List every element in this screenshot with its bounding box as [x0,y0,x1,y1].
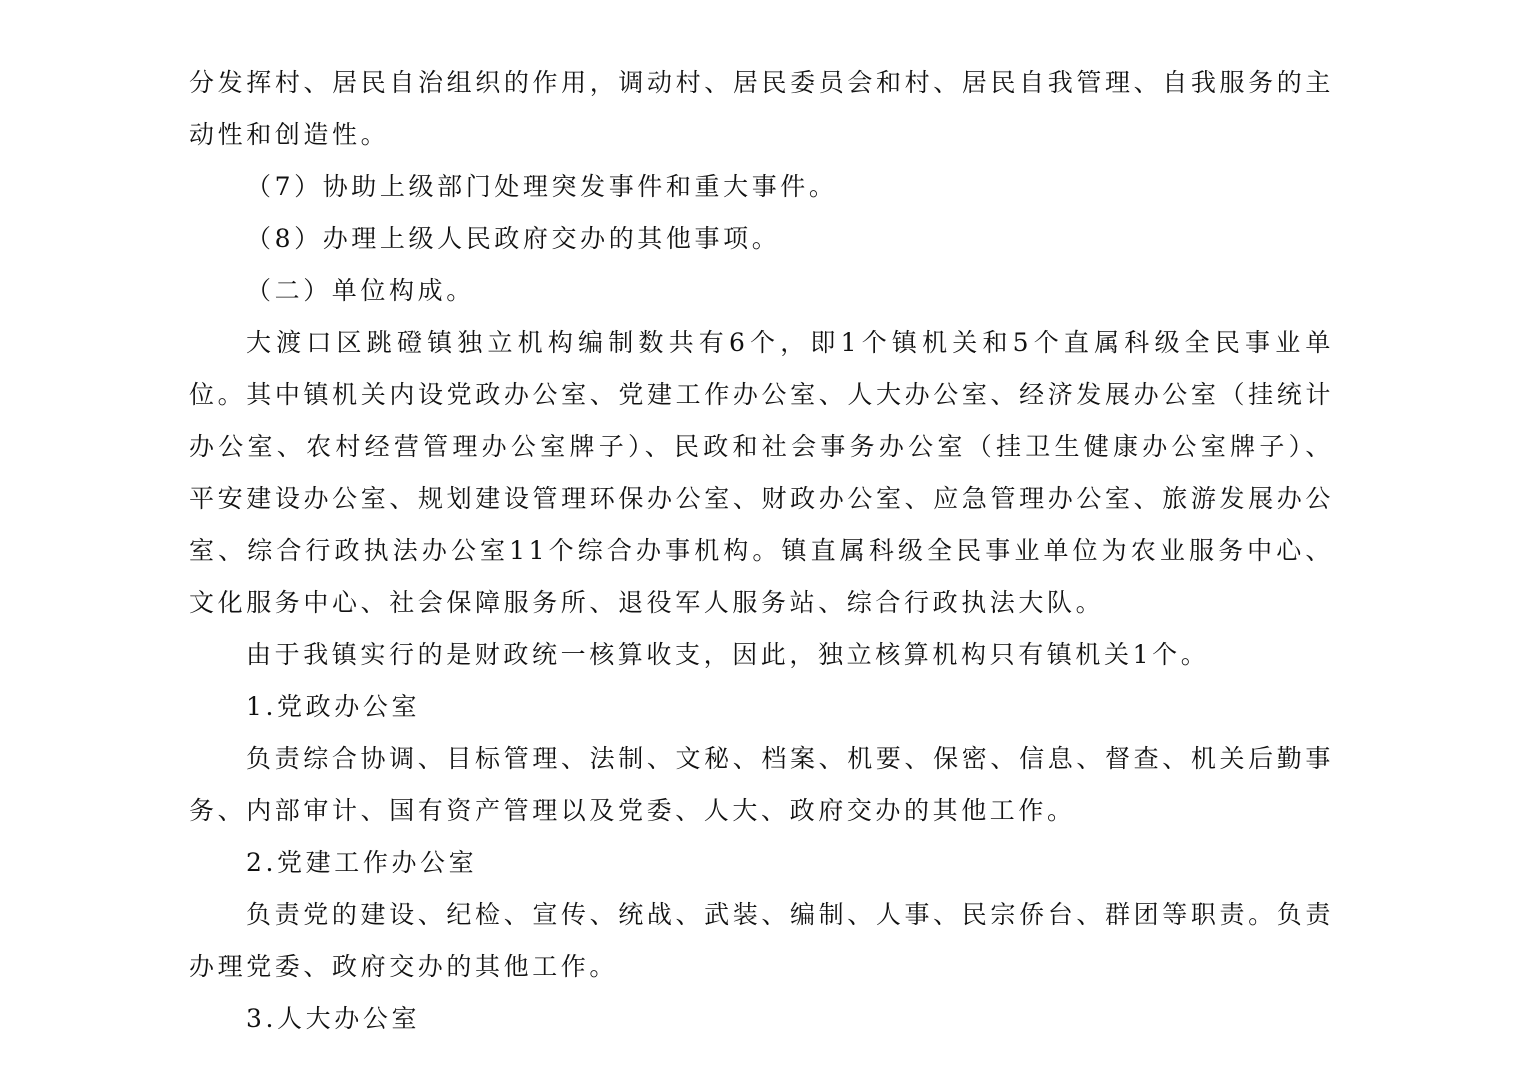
paragraph-party-government-office: 负责综合协调、目标管理、法制、文秘、档案、机要、保密、信息、督查、机关后勤事务、内部审计、国有资产管理以及党委、人大、政府交办的其他工作。 [189,744,1334,825]
heading-party-building-office: 2.党建工作办公室 [246,848,478,877]
section-heading-unit-composition: （二）单位构成。 [246,276,475,305]
paragraph-item-7: （7）协助上级部门处理突发事件和重大事件。 [246,172,838,201]
paragraph-accounting: 由于我镇实行的是财政统一核算收支，因此，独立核算机构只有镇机关1个。 [246,640,1210,669]
paragraph-unit-composition: 大渡口区跳磴镇独立机构编制数共有6个，即1个镇机关和5个直属科级全民事业单位。其中镇机关内设党政办公室、党建工作办公室、人大办公室、经济发展办公室（挂统计办公室、农村经营管理办公室牌子）、民政和社会事务办公室（挂卫生健康办公室牌子）、平安建设办公室、规划建设管理环保办公室、财政办公室、应急管理办公室、旅游发展办公室、综合行政执法办公室11个综合办事机构。镇直属科级全民事业单位为农业服务中心、文化服务中心、社会保障服务所、退役军人服务站、综合行政执法大队。 [189,328,1334,617]
heading-peoples-congress-office: 3.人大办公室 [246,1004,421,1033]
heading-party-government-office: 1.党政办公室 [246,692,421,721]
document-body [189,57,1334,1045]
paragraph-villager-autonomy: 分发挥村、居民自治组织的作用，调动村、居民委员会和村、居民自我管理、自我服务的主动性和创造性。 [189,68,1334,149]
paragraph-party-building-office: 负责党的建设、纪检、宣传、统战、武装、编制、人事、民宗侨台、群团等职责。负责办理党委、政府交办的其他工作。 [189,900,1334,981]
paragraph-item-8: （8）办理上级人民政府交办的其他事项。 [246,224,781,253]
